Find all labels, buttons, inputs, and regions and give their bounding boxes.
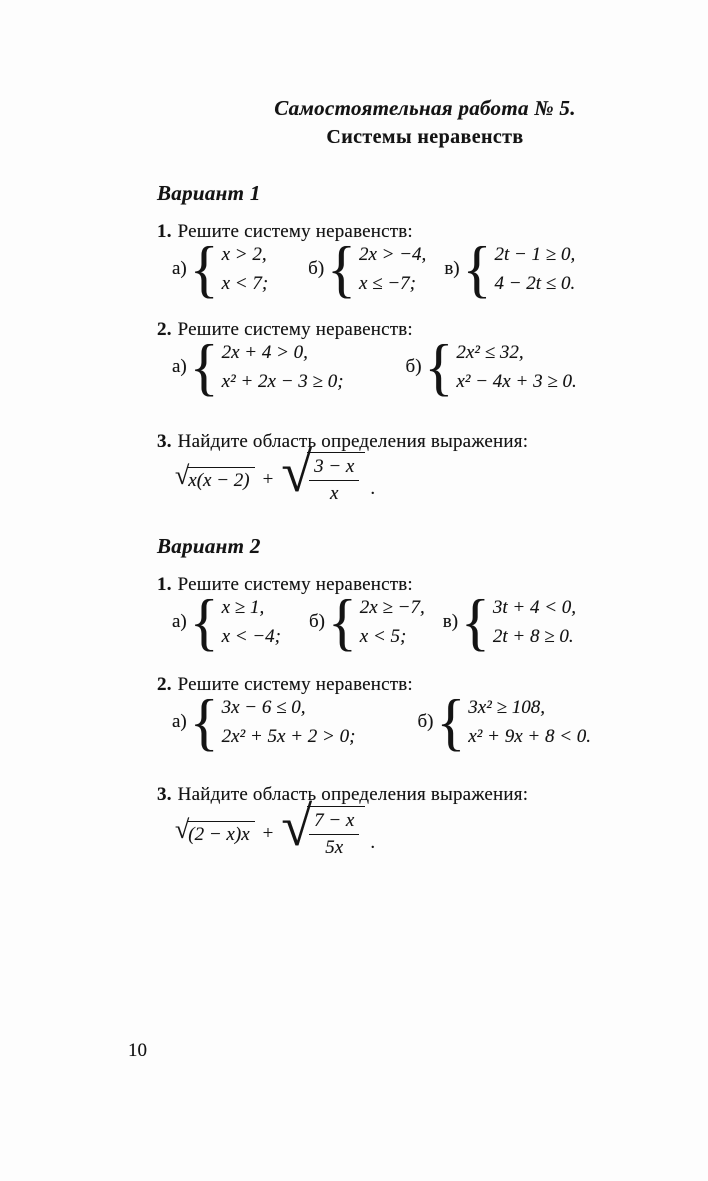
system-brace: { xyxy=(189,234,219,304)
inequality-line: 3x² ≥ 108, xyxy=(468,696,546,718)
radical-sign: √ xyxy=(281,796,311,858)
radicand xyxy=(307,452,365,505)
inequality-line: x > 2, xyxy=(221,243,267,265)
task-number: 2. xyxy=(157,319,172,340)
system-label: в) xyxy=(444,258,460,279)
system-label: в) xyxy=(442,611,459,632)
sqrt-term xyxy=(175,815,255,847)
period: . xyxy=(370,478,376,499)
task-number: 3. xyxy=(157,784,172,805)
page-number: 10 xyxy=(128,1040,147,1061)
system-a xyxy=(172,234,269,304)
inequality-line: 4 − 2t ≤ 0. xyxy=(494,272,576,294)
plus-operator: + xyxy=(262,469,274,490)
task-text: Решите систему неравенств: xyxy=(177,574,413,595)
inequality-line: x ≥ 1, xyxy=(221,596,265,618)
inequality-line: x < 5; xyxy=(359,625,407,647)
variant2-heading: Вариант 2 xyxy=(157,534,261,558)
inequality-line: x ≤ −7; xyxy=(358,272,416,294)
worksheet-subtitle: Системы неравенств xyxy=(326,126,524,148)
system-brace: { xyxy=(189,687,219,757)
system-label: б) xyxy=(405,356,422,377)
system-brace: { xyxy=(436,687,466,757)
system-label: б) xyxy=(417,711,434,732)
inequality-line: x² − 4x + 3 ≥ 0. xyxy=(456,370,577,392)
sqrt-term xyxy=(175,461,255,493)
fraction-numerator: 7 − x xyxy=(309,810,359,835)
system-v xyxy=(442,587,577,657)
variant2-task3-expression xyxy=(175,796,376,862)
radicand: (2 − x)x xyxy=(187,821,254,847)
inequality-line: 2t + 8 ≥ 0. xyxy=(492,625,574,647)
system-label: а) xyxy=(172,711,187,732)
variant1-task3-heading xyxy=(157,431,528,453)
period: . xyxy=(370,832,376,853)
page-header xyxy=(145,96,705,149)
system-a xyxy=(172,332,344,402)
radicand: x(x − 2) xyxy=(187,467,254,493)
system-brace: { xyxy=(461,587,490,657)
system-label: а) xyxy=(172,356,187,377)
inequality-line: 3x − 6 ≤ 0, xyxy=(221,696,306,718)
system-brace: { xyxy=(424,332,454,402)
inequality-line: 2x + 4 > 0, xyxy=(221,341,308,363)
system-v xyxy=(444,234,576,304)
system-b xyxy=(308,234,427,304)
system-brace: { xyxy=(189,332,219,402)
variant2-task2-systems-row xyxy=(172,687,592,757)
radical-sign: √ xyxy=(281,442,311,504)
inequality-line: x < −4; xyxy=(221,625,281,647)
system-b xyxy=(405,332,577,402)
task-number: 2. xyxy=(157,674,172,695)
system-brace: { xyxy=(462,234,492,304)
task-number: 3. xyxy=(157,431,172,452)
radical-sign: √ xyxy=(175,461,190,490)
system-label: б) xyxy=(308,611,325,632)
system-a xyxy=(172,687,356,757)
fraction xyxy=(309,456,359,505)
system-b xyxy=(417,687,592,757)
inequality-line: 2x ≥ −7, xyxy=(359,596,425,618)
task-text: Решите систему неравенств: xyxy=(177,319,413,340)
variant1-task3-expression xyxy=(175,442,376,508)
inequality-line: 2x² ≤ 32, xyxy=(456,341,524,363)
system-b xyxy=(308,587,425,657)
fraction-numerator: 3 − x xyxy=(309,456,359,481)
system-label: б) xyxy=(308,258,325,279)
variant1-task1-systems-row xyxy=(172,234,576,304)
task-number: 1. xyxy=(157,221,172,242)
sqrt-fraction-term xyxy=(281,796,365,862)
inequality-line: x < 7; xyxy=(221,272,269,294)
task-number: 1. xyxy=(157,574,172,595)
fraction-denominator: x xyxy=(329,483,339,504)
fraction xyxy=(309,810,359,859)
system-a xyxy=(172,587,281,657)
inequality-line: x² + 2x − 3 ≥ 0; xyxy=(221,370,344,392)
inequality-line: 3t + 4 < 0, xyxy=(492,596,577,618)
task-text: Найдите область определения выражения: xyxy=(177,784,529,805)
task-text: Найдите область определения выражения: xyxy=(177,431,529,452)
plus-operator: + xyxy=(262,823,274,844)
system-label: а) xyxy=(172,611,187,632)
sqrt-fraction-term xyxy=(281,442,365,508)
worksheet-title: Самостоятельная работа № 5. xyxy=(274,96,576,120)
system-brace: { xyxy=(189,587,219,657)
system-brace: { xyxy=(327,234,356,304)
variant1-task2-systems-row xyxy=(172,332,577,402)
inequality-line: 2t − 1 ≥ 0, xyxy=(494,243,576,265)
inequality-line: 2x > −4, xyxy=(358,243,427,265)
system-brace: { xyxy=(327,587,357,657)
inequality-line: 2x² + 5x + 2 > 0; xyxy=(221,725,356,747)
fraction-denominator: 5x xyxy=(325,837,344,858)
variant2-task1-systems-row xyxy=(172,587,577,657)
task-text: Решите систему неравенств: xyxy=(177,221,413,242)
task-text: Решите систему неравенств: xyxy=(177,674,413,695)
inequality-line: x² + 9x + 8 < 0. xyxy=(468,725,592,747)
radicand xyxy=(307,806,365,859)
variant1-heading: Вариант 1 xyxy=(157,181,261,205)
radical-sign: √ xyxy=(175,815,190,844)
system-label: а) xyxy=(172,258,187,279)
variant2-task3-heading xyxy=(157,784,528,806)
